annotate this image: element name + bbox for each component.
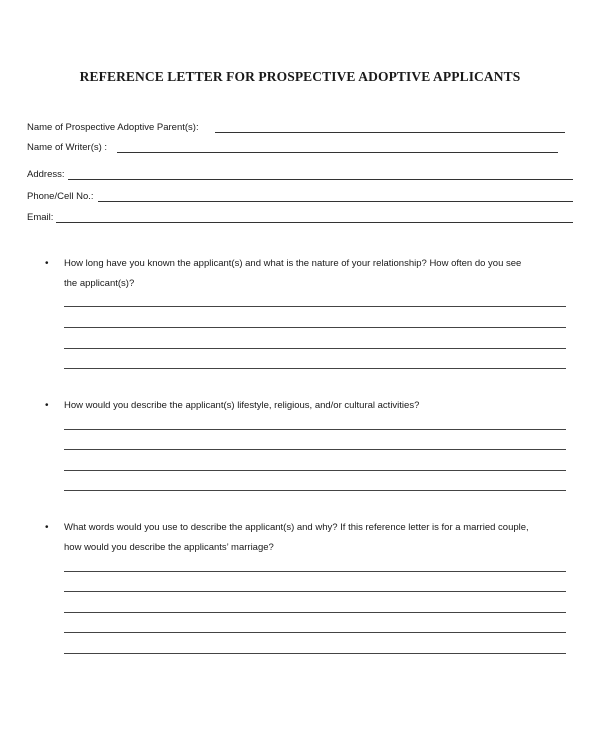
bullet-icon: • <box>45 258 49 269</box>
answer-3-line-1[interactable] <box>64 571 566 572</box>
phone-field[interactable] <box>98 201 573 202</box>
answer-2-line-1[interactable] <box>64 429 566 430</box>
writer-name-field[interactable] <box>117 152 558 153</box>
email-field[interactable] <box>56 222 573 223</box>
answer-3-line-4[interactable] <box>64 632 566 633</box>
bullet-icon: • <box>45 522 49 533</box>
question-1-line-2: the applicant(s)? <box>64 278 135 289</box>
answer-2-line-3[interactable] <box>64 470 566 471</box>
question-1-line-1: How long have you known the applicant(s) and what is the nature of your relationship? How often do you see <box>64 258 522 269</box>
answer-2-line-4[interactable] <box>64 490 566 491</box>
answer-1-line-4[interactable] <box>64 368 566 369</box>
email-label: Email: <box>27 212 54 223</box>
address-label: Address: <box>27 169 65 180</box>
writer-name-label: Name of Writer(s) : <box>27 142 108 153</box>
answer-2-line-2[interactable] <box>64 449 566 450</box>
answer-1-line-1[interactable] <box>64 306 566 307</box>
phone-label: Phone/Cell No.: <box>27 191 94 202</box>
question-3-line-1: What words would you use to describe the applicant(s) and why? If this reference letter is for a married couple, <box>64 522 529 533</box>
answer-3-line-3[interactable] <box>64 612 566 613</box>
answer-1-line-2[interactable] <box>64 327 566 328</box>
answer-3-line-5[interactable] <box>64 653 566 654</box>
question-3-line-2: how would you describe the applicants’ marriage? <box>64 542 274 553</box>
address-field[interactable] <box>68 179 573 180</box>
question-2-line-1: How would you describe the applicant(s) lifestyle, religious, and/or cultural activities? <box>64 400 420 411</box>
bullet-icon: • <box>45 400 49 411</box>
answer-1-line-3[interactable] <box>64 348 566 349</box>
answer-3-line-2[interactable] <box>64 591 566 592</box>
document-title: REFERENCE LETTER FOR PROSPECTIVE ADOPTIVE APPLICANTS <box>79 69 521 84</box>
parent-name-label: Name of Prospective Adoptive Parent(s): <box>27 122 199 133</box>
parent-name-field[interactable] <box>215 132 565 133</box>
